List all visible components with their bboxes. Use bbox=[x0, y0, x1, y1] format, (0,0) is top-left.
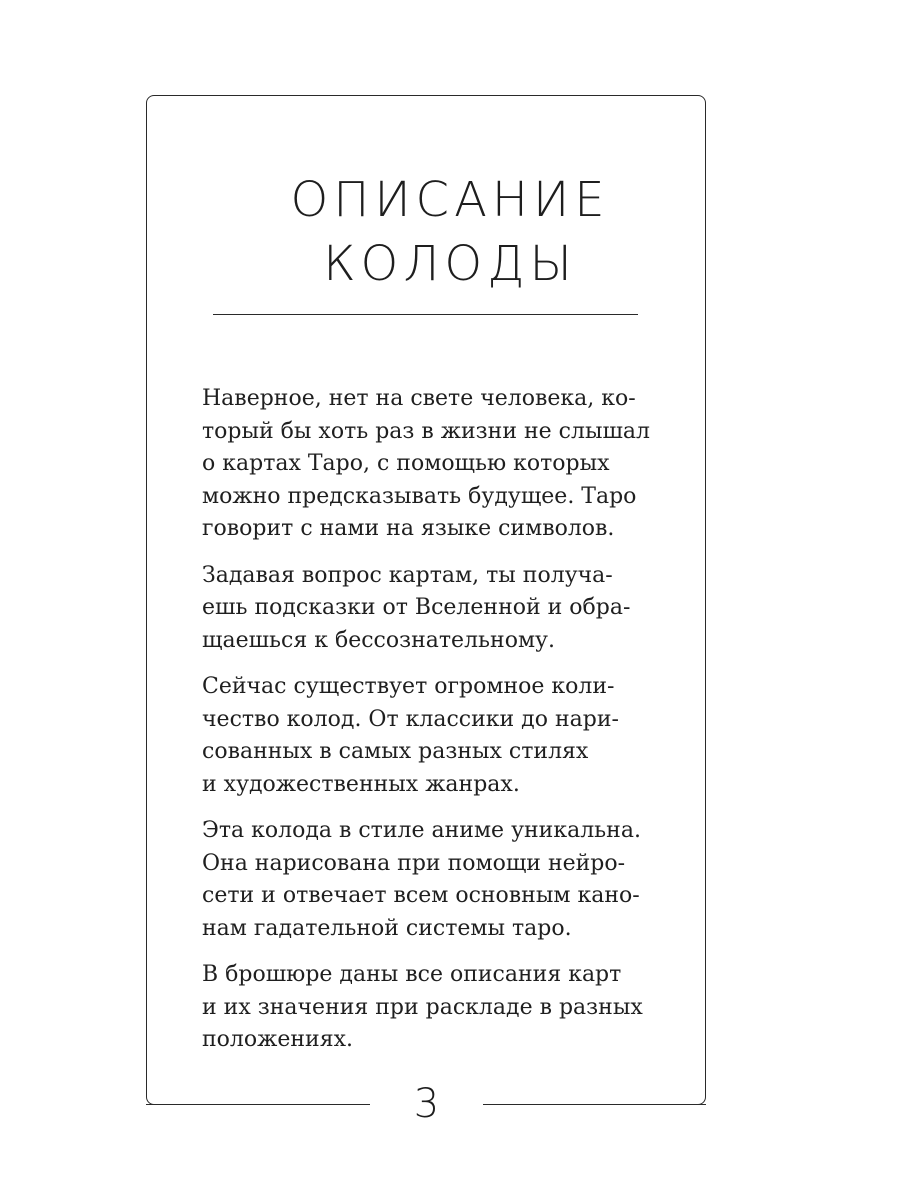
text-line: сети и отвечает всем основным кано- bbox=[202, 883, 640, 908]
paragraph bbox=[202, 959, 662, 1057]
text-line: чество колод. От классики до нари- bbox=[202, 706, 619, 732]
paragraph bbox=[202, 671, 662, 801]
text-line: Она нарисована при помощи нейро- bbox=[202, 850, 626, 876]
text-line: можно предсказывать будущее. Таро bbox=[202, 483, 637, 509]
text-line: Задавая вопрос картам, ты получа- bbox=[202, 562, 613, 588]
paragraph bbox=[202, 815, 662, 945]
title-line: КОЛОДЫ bbox=[323, 236, 577, 292]
text-line: ешь подсказки от Вселенной и обра- bbox=[202, 595, 631, 620]
text-line: Наверное, нет на свете человека, ко- bbox=[202, 386, 636, 411]
text-line: торый бы хоть раз в жизни не слышал bbox=[202, 418, 651, 444]
footer-rule-right bbox=[483, 1104, 706, 1105]
text-line: нам гадательной системы таро. bbox=[202, 915, 572, 941]
text-line: В брошюре даны все описания карт bbox=[202, 962, 622, 987]
page-footer bbox=[146, 1072, 706, 1132]
text-line: и художественных жанрах. bbox=[202, 771, 520, 797]
body-text bbox=[202, 383, 662, 1071]
text-line: говорит с нами на языке символов. bbox=[202, 516, 615, 541]
paragraph bbox=[202, 560, 662, 658]
title-line: ОПИСАНИЕ bbox=[290, 172, 610, 228]
text-line: щаешься к бессознательному. bbox=[202, 627, 555, 653]
page-title bbox=[0, 168, 900, 296]
title-divider bbox=[213, 314, 638, 315]
text-line: сованных в самых разных стилях bbox=[202, 739, 589, 764]
text-line: Сейчас существует огромное коли- bbox=[202, 674, 615, 699]
text-line: о картах Таро, с помощью которых bbox=[202, 451, 610, 476]
page-number: 3 bbox=[370, 1080, 483, 1128]
text-line: Эта колода в стиле аниме уникальна. bbox=[202, 818, 641, 843]
text-line: и их значения при раскладе в разных bbox=[202, 994, 643, 1020]
footer-rule-left bbox=[146, 1104, 370, 1105]
paragraph bbox=[202, 383, 662, 546]
text-line: положениях. bbox=[202, 1027, 353, 1052]
